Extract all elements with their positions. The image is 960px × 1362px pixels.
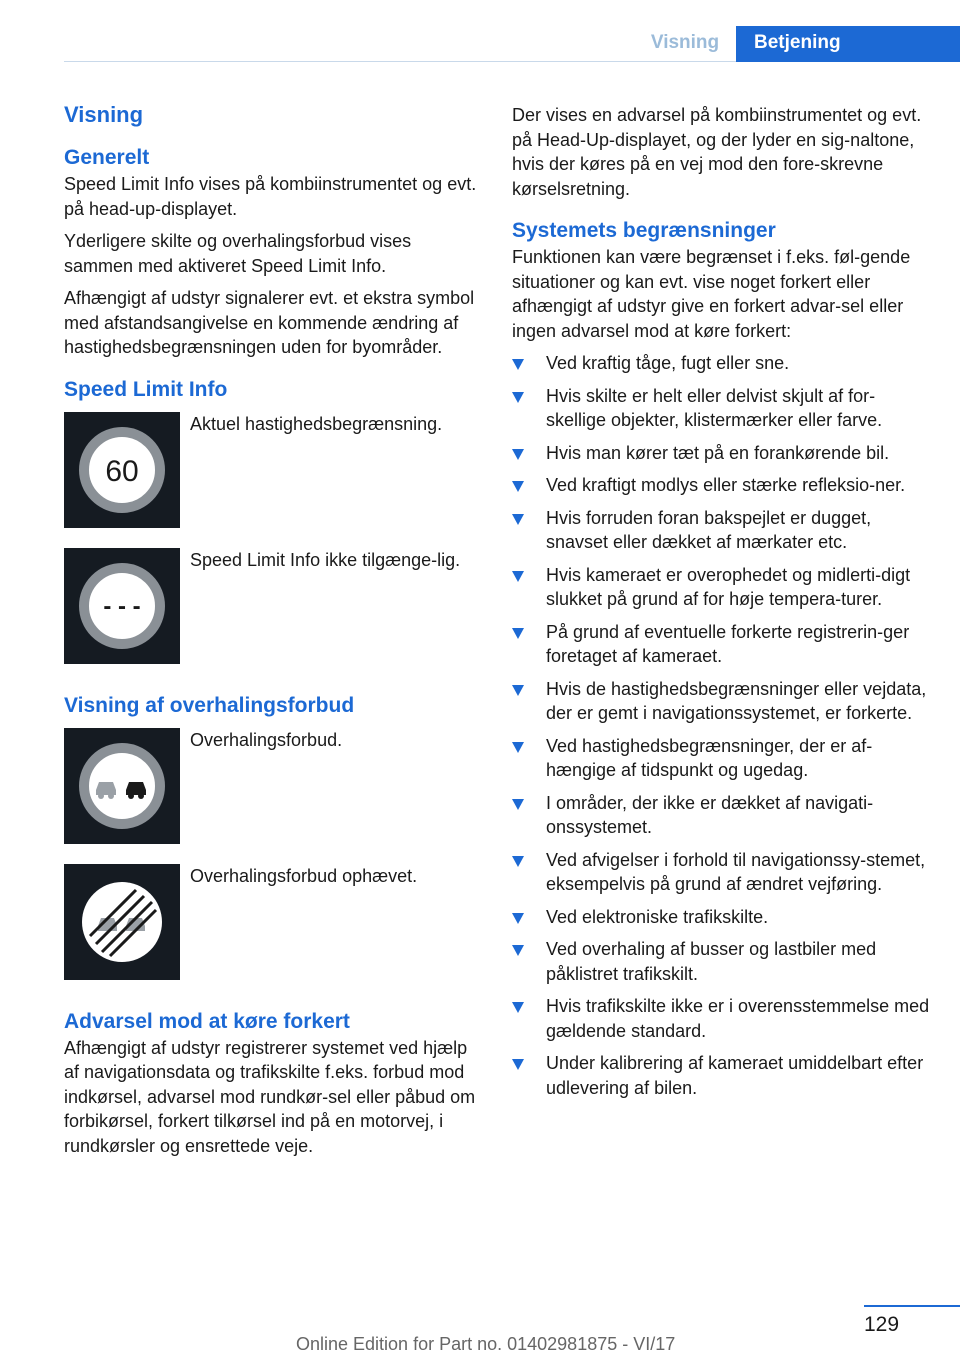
list-item: Ved kraftig tåge, fugt eller sne.	[512, 351, 930, 376]
list-item: Under kalibrering af kameraet umiddelbart efter udlevering af bilen.	[512, 1051, 930, 1100]
left-column	[64, 100, 478, 1166]
triangle-bullet-icon	[512, 742, 524, 753]
limits-list	[512, 351, 930, 1100]
paragraph: Funktionen kan være begrænset i f.eks. føl-gende situationer og kan evt. vise noget forkert eller afhængigt af udstyr give en forkert advar-sel eller ingen advarsel mod at køre forkert:	[512, 247, 911, 341]
paragraph: Der vises en advarsel på kombiinstrumentet og evt. på Head-Up-displayet, og der lyder en sig-naltone, hvis der køres på en vej mod den fore-skrevne kørselsretning.	[512, 105, 922, 199]
tab-betjening[interactable]: Betjening	[736, 26, 960, 62]
speed-limit-60-row	[64, 412, 478, 528]
overtaking-lifted-icon	[64, 864, 180, 980]
edition-footer: Online Edition for Part no. 01402981875 - VI/17	[296, 1334, 676, 1354]
heading-overtaking: Visning af overhalingsforbud	[64, 693, 355, 717]
page-number: 129	[864, 1313, 900, 1336]
right-column	[512, 103, 930, 1108]
speed-limit-unavailable-row	[64, 548, 478, 664]
list-item: Hvis de hastighedsbegrænsninger eller vejdata, der er gemt i navigationssystemet, er forkerte.	[512, 677, 930, 726]
paragraph: Afhængigt af udstyr signalerer evt. et ekstra symbol med afstandsangivelse en kommende ændring af hastighedsbegrænsningen uden for byområder.	[64, 288, 475, 357]
list-item: I områder, der ikke er dækket af navigati-onssystemet.	[512, 791, 930, 840]
heading-speed-limit-info: Speed Limit Info	[64, 377, 228, 401]
list-item: Ved elektroniske trafikskilte.	[512, 905, 930, 930]
list-item: Ved kraftigt modlys eller stærke refleksio-ner.	[512, 473, 930, 498]
paragraph: Yderligere skilte og overhalingsforbud vises sammen med aktiveret Speed Limit Info.	[64, 231, 412, 276]
list-item: Hvis forruden foran bakspejlet er dugget, snavset eller dækket af mærkater etc.	[512, 506, 930, 555]
triangle-bullet-icon	[512, 392, 524, 403]
heading-generelt: Generelt	[64, 146, 150, 169]
heading-visning: Visning	[64, 102, 144, 127]
list-item: Hvis kameraet er overophedet og midlerti-digt slukket på grund af for høje tempera-turer.	[512, 563, 930, 612]
list-item: På grund af eventuelle forkerte registrerin-ger foretaget af kameraet.	[512, 620, 930, 669]
list-item: Ved hastighedsbegrænsninger, der er af-hængige af tidspunkt og ugedag.	[512, 734, 930, 783]
list-item: Hvis skilte er helt eller delvist skjult af for-skellige objekter, klistermærker eller farve.	[512, 384, 930, 433]
triangle-bullet-icon	[512, 514, 524, 525]
sign-description: Overhalingsforbud ophævet.	[190, 865, 418, 886]
triangle-bullet-icon	[512, 571, 524, 582]
overtaking-lifted-row	[64, 864, 478, 980]
sign-60-value: 60	[105, 454, 139, 488]
triangle-bullet-icon	[512, 913, 524, 924]
triangle-bullet-icon	[512, 945, 524, 956]
page-number-rule	[864, 1305, 960, 1307]
triangle-bullet-icon	[512, 856, 524, 867]
list-item: Hvis trafikskilte ikke er i overensstemmelse med gældende standard.	[512, 994, 930, 1043]
triangle-bullet-icon	[512, 685, 524, 696]
sign-description: Overhalingsforbud.	[190, 729, 343, 750]
list-item: Hvis man kører tæt på en forankørende bil.	[512, 441, 930, 466]
triangle-bullet-icon	[512, 799, 524, 810]
speed-limit-unavailable-icon	[64, 548, 180, 664]
triangle-bullet-icon	[512, 481, 524, 492]
sign-description: Aktuel hastighedsbegrænsning.	[190, 413, 443, 434]
heading-system-limits: Systemets begrænsninger	[512, 219, 776, 242]
no-overtaking-icon	[64, 728, 180, 844]
triangle-bullet-icon	[512, 449, 524, 460]
tab-visning[interactable]: Visning	[650, 32, 720, 53]
no-overtaking-row	[64, 728, 478, 844]
paragraph: Speed Limit Info vises på kombiinstrumentet og evt. på head-up-displayet.	[64, 174, 477, 219]
triangle-bullet-icon	[512, 1059, 524, 1070]
triangle-bullet-icon	[512, 359, 524, 370]
triangle-bullet-icon	[512, 1002, 524, 1013]
list-item: Ved afvigelser i forhold til navigationssy-stemet, eksempelvis på grund af ændret vejføring.	[512, 848, 930, 897]
sign-description: Speed Limit Info ikke tilgænge-lig.	[190, 549, 461, 570]
speed-limit-60-icon	[64, 412, 180, 528]
triangle-bullet-icon	[512, 628, 524, 639]
heading-wrong-way: Advarsel mod at køre forkert	[64, 1009, 350, 1033]
paragraph: Afhængigt af udstyr registrerer systemet ved hjælp af navigationsdata og trafikskilte f.eks. forbud mod indkørsel, advarsel mod rundkør-sel eller påbud om forbikørsel, forkert tilkørsel ind på en motorvej, i rundkørsler og ensrettede veje.	[64, 1037, 476, 1156]
list-item: Ved overhaling af busser og lastbiler med påklistret trafikskilt.	[512, 937, 930, 986]
sign-dashes-value: - - -	[103, 592, 141, 620]
